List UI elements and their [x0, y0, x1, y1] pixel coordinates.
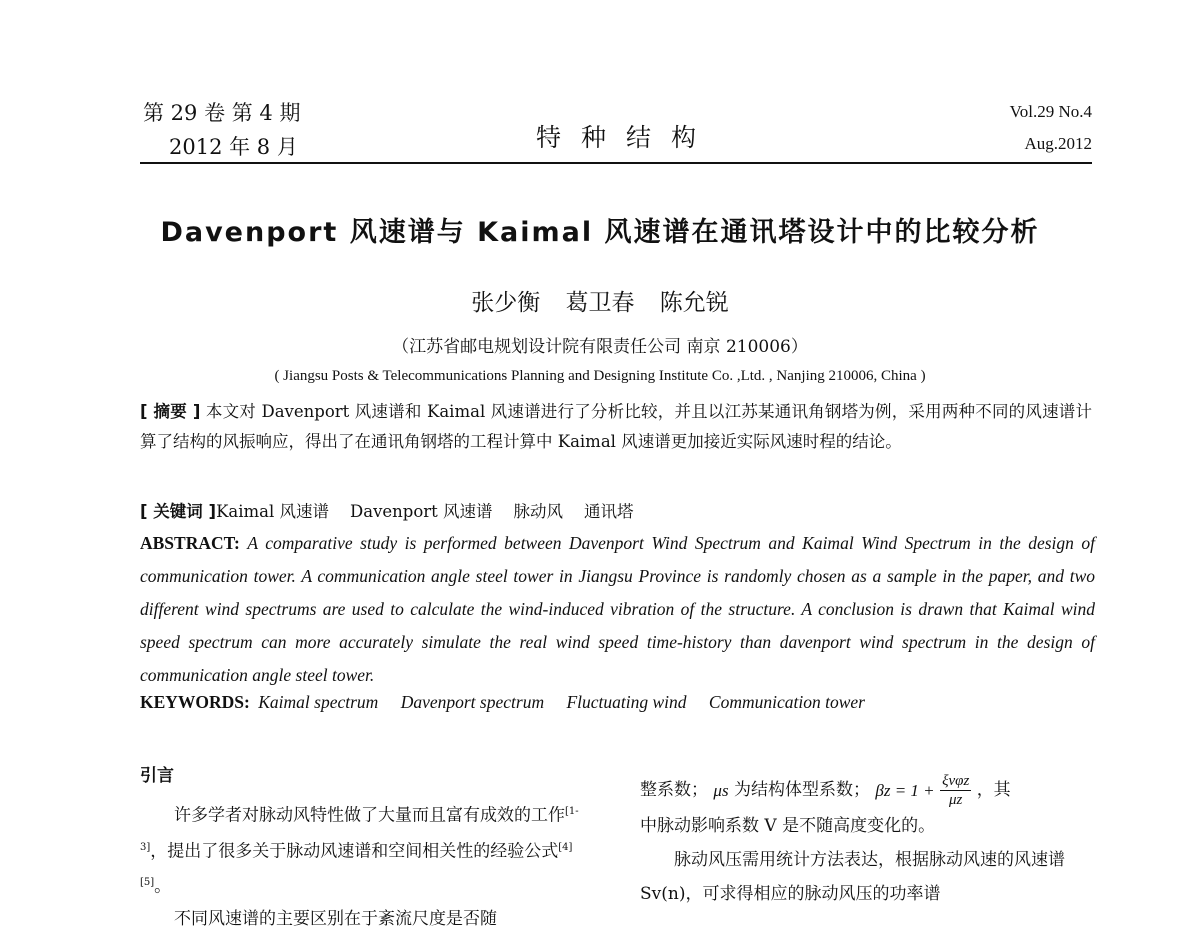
keyword-cn: 通讯塔 [584, 502, 634, 521]
keyword-en: Communication tower [708, 692, 865, 712]
abstract-cn [140, 397, 1092, 457]
abstract-cn-label: [ 摘要 ] [140, 402, 201, 421]
authors: 张少衡 葛卫春 陈允锐 [471, 290, 729, 316]
paper-title: Davenport 风速谱与 Kaimal 风速谱在通讯塔设计中的比较分析 [160, 217, 1040, 248]
section-heading: 引言 [140, 766, 174, 786]
volume-issue: 第 29 卷 第 4 期 [143, 101, 301, 125]
keyword-cn: 脉动风 [513, 502, 564, 521]
fraction-numerator: ξνφz [942, 773, 970, 789]
publish-date-en: Aug.2012 [1024, 134, 1092, 153]
abstract-cn-text: 本文对 Davenport 风速谱和 Kaimal 风速谱进行了分析比较，并且以江苏某通讯角钢塔为例，采用两种不同的风速谱计算了结构的风振响应，得出了在通讯角钢塔的工程计算中 Kaimal 风速谱更加接近实际风速时程的结论。 [140, 402, 1093, 451]
volume-info-en [1010, 96, 1092, 160]
keywords-cn-label: [ 关键词 ] [140, 502, 217, 521]
keyword-en: Davenport spectrum [400, 692, 545, 712]
keyword-en: Kaimal spectrum [258, 692, 379, 712]
abstract-en-text: A comparative study is performed between Davenport Wind Spectrum and Kaimal Wind Spectrum in the design of communication tower. A communication angle steel tower in Jiangsu Province is randomly chosen as a sample in the paper, and two different wind spectrums are used to calculate the wind-induced vibration of the structure. A conclusion is drawn that Kaimal wind speed spectrum can more accurately simulate the real wind speed time-history than davenport wind spectrum in the design of communication angle steel tower. [140, 533, 1096, 685]
beta-formula: βz = 1 + [875, 780, 935, 800]
volume-issue-en: Vol.29 No.4 [1009, 102, 1092, 121]
right-line-2: 中脉动影响系数 V 是不随高度变化的。 [640, 816, 936, 836]
body-right-column [640, 772, 1098, 911]
fraction-denominator: μz [948, 792, 963, 808]
affiliation-cn: （江苏省邮电规划设计院有限责任公司 南京 210006） [392, 337, 808, 357]
abstract-en-label: ABSTRACT: [140, 533, 240, 553]
publish-date-cn: 2012 年 8 月 [169, 135, 298, 159]
keywords-en-label: KEYWORDS: [140, 692, 250, 712]
keyword-en: Fluctuating wind [566, 692, 687, 712]
keyword-cn: Davenport 风速谱 [350, 502, 493, 521]
journal-name: 特种结构 [536, 123, 717, 152]
body-left-column [140, 760, 598, 935]
mu-s-symbol: μs [713, 780, 729, 800]
citation-ref: [4][5] [140, 841, 573, 889]
header-divider [140, 162, 1092, 164]
intro-paragraph-2: 不同风速谱的主要区别在于紊流尺度是否随 [174, 908, 497, 929]
keywords-en [140, 692, 879, 713]
intro-paragraph-1: 许多学者对脉动风特性做了大量而且富有成效的工作[1-3]，提出了很多关于脉动风速谱和空间相关性的经验公式[4][5]。 [140, 805, 579, 897]
keyword-cn: Kaimal 风速谱 [216, 502, 330, 521]
formula-line: 整系数； μs 为结构体型系数； βz = 1 + $\frac{\text{ξνφz}}{\mu z}$ ，其 [640, 773, 1011, 808]
keywords-cn [140, 497, 1092, 527]
affiliation-en: ( Jiangsu Posts & Telecommunications Planning and Designing Institute Co. ,Ltd. , Nanjing 210006, China ) [274, 368, 926, 384]
citation-ref: [1-3] [140, 806, 579, 853]
abstract-en [140, 527, 1095, 692]
formula-fraction [940, 772, 971, 809]
right-paragraph-2: 脉动风压需用统计方法表达，根据脉动风速的风速谱 Sv(n)，可求得相应的脉动风压的功率谱 [640, 850, 1065, 904]
volume-info [143, 96, 300, 164]
